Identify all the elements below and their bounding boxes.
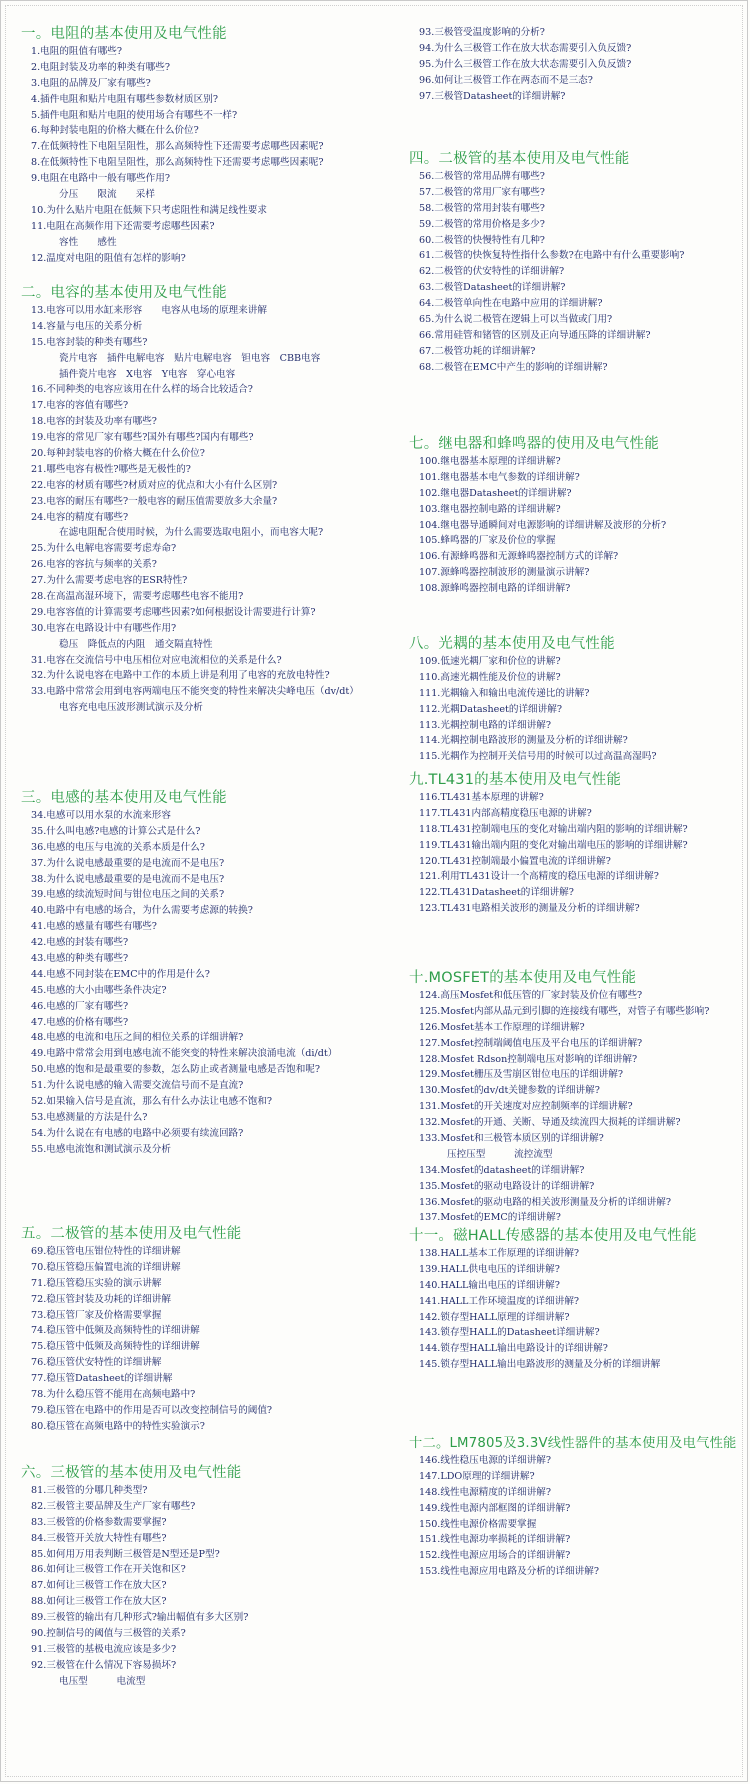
list-item: 56.二极管的常用品牌有哪些? xyxy=(419,171,545,182)
list-item: 74.稳压管中低频及高频特性的详细讲解 xyxy=(31,1325,200,1337)
list-item: 116.TL431基本原理的讲解? xyxy=(419,792,544,803)
list-item: 107.源蜂鸣器控制波形的测量演示讲解? xyxy=(419,567,590,579)
list-item: 46.电感的厂家有哪些? xyxy=(31,1000,129,1012)
list-item: 108.源蜂鸣器控制电路的详细讲解? xyxy=(419,583,571,595)
list-item: 84.三极管开关放大特性有哪些? xyxy=(31,1532,167,1544)
list-item: 93.三极管受温度影响的分析? xyxy=(419,27,545,38)
list-item: 133.Mosfet和三极管本质区别的详细讲解? xyxy=(419,1133,604,1145)
list-item: 73.稳压管厂家及价格需要掌握 xyxy=(31,1309,162,1321)
list-item: 1.电阻的阻值有哪些? xyxy=(31,46,123,57)
list-item: 电压型 电流型 xyxy=(59,1675,146,1687)
list-item: 132.Mosfet的开通、关断、导通及续流四大损耗的详细讲解? xyxy=(419,1117,681,1129)
list-item: 3.电阻的品牌及厂家有哪些? xyxy=(31,77,151,89)
list-item: 53.电感测量的方法是什么? xyxy=(31,1111,148,1123)
list-item: 12.温度对电阻的阻值有怎样的影响? xyxy=(31,252,186,264)
list-item: 140.HALL输出电压的详细讲解? xyxy=(419,1279,560,1291)
list-item: 128.Mosfet Rdson控制端电压对影响的详细讲解? xyxy=(419,1053,638,1065)
list-item: 110.高速光耦性能及价位的讲解? xyxy=(419,671,561,683)
list-item: 45.电感的大小由哪些条件决定? xyxy=(31,984,167,996)
list-item: 48.电感的电流和电压之间的相位关系的详细讲解? xyxy=(31,1032,244,1044)
list-item: 11.电阻在高频作用下还需要考虑哪些因素? xyxy=(31,220,215,232)
list-item: 82.三极管主要品牌及生产厂家有哪些? xyxy=(31,1500,196,1512)
section-title: 四。二极管的基本使用及电气性能 xyxy=(409,151,630,167)
list-item: 62.二极管的伏安特性的详细讲解? xyxy=(419,266,565,278)
list-item: 43.电感的种类有哪些? xyxy=(31,953,129,965)
section-left-3 xyxy=(21,1225,413,1435)
list-item: 123.TL431电路相关波形的测量及分析的详细讲解? xyxy=(419,903,640,915)
list-item: 在滤电阻配合使用时候，为什么需要选取电阻小，而电容大呢? xyxy=(59,527,324,539)
list-item: 66.常用硅管和锗管的区别及正向导通压降的详细讲解? xyxy=(419,329,651,341)
list-item: 插件瓷片电容 X电容 Y电容 穿心电容 xyxy=(59,368,236,380)
list-item: 59.二极管的常用价格是多少? xyxy=(419,218,545,230)
list-item: 150.线性电源价格需要掌握 xyxy=(419,1518,537,1530)
section-right-4 xyxy=(409,771,743,917)
section-title: 三。电感的基本使用及电气性能 xyxy=(21,790,227,806)
list-item: 27.为什么需要考虑电容的ESR特性? xyxy=(31,575,188,587)
section-title: 一。电阻的基本使用及电气性能 xyxy=(21,26,227,42)
list-item: 35.什么叫电感?电感的计算公式是什么? xyxy=(31,825,201,837)
list-item: 147.LDO原理的详细讲解? xyxy=(419,1470,535,1482)
list-item: 122.TL431Datasheet的详细讲解? xyxy=(419,887,574,899)
list-item: 64.二极管单向性在电路中应用的详细讲解? xyxy=(419,298,603,310)
list-item: 28.在高温高湿环境下，需要考虑哪些电容不能用? xyxy=(31,591,244,603)
section-title: 六。三极管的基本使用及电气性能 xyxy=(21,1465,242,1481)
list-item: 72.稳压管封装及功耗的详细讲解 xyxy=(31,1293,171,1305)
list-item: 89.三极管的输出有几种形式?输出幅值有多大区别? xyxy=(31,1612,249,1624)
list-item: 81.三极管的分哪几种类型? xyxy=(31,1485,148,1496)
section-title: 七。继电器和蜂鸣器的使用及电气性能 xyxy=(409,436,659,452)
list-item: 20.每种封装电容的价格大概在什么价位? xyxy=(31,448,205,460)
list-item: 153.线性电源应用电路及分析的详细讲解? xyxy=(419,1566,600,1578)
list-item: 70.稳压管稳压偏置电流的详细讲解 xyxy=(31,1261,181,1273)
list-item: 127.Mosfet控制端阈值电压及平台电压的详细讲解? xyxy=(419,1037,643,1049)
list-item: 75.稳压管中低频及高频特性的详细讲解 xyxy=(31,1341,200,1353)
list-item: 76.稳压管伏安特性的详细讲解 xyxy=(31,1357,162,1369)
section-left-1 xyxy=(21,284,413,716)
list-item: 67.二极管功耗的详细讲解? xyxy=(419,345,536,357)
section-title: 八。光耦的基本使用及电气性能 xyxy=(409,636,615,652)
list-item: 79.稳压管在电路中的作用是否可以改变控制信号的阈值? xyxy=(31,1404,273,1416)
list-item: 58.二极管的常用封装有哪些? xyxy=(419,202,545,214)
section-right-3 xyxy=(409,635,743,765)
list-item: 6.每种封装电阻的价格大概在什么价位? xyxy=(31,125,199,137)
section-left-4 xyxy=(21,1464,413,1690)
list-item: 29.电容容值的计算需要考虑哪些因素?如何根据设计需要进行计算? xyxy=(31,606,316,618)
list-item: 86.如何让三极管工作在开关饱和区? xyxy=(31,1564,186,1576)
list-item: 117.TL431内部高精度稳压电源的讲解? xyxy=(419,807,592,819)
list-item: 124.高压Mosfet和低压管的厂家封装及价位有哪些? xyxy=(419,990,643,1001)
list-item: 49.电路中常常会用到电感电流不能突变的特性来解决浪涌电流（di/dt） xyxy=(31,1048,338,1060)
list-item: 24.电容的精度有哪些? xyxy=(31,511,129,523)
list-item: 131.Mosfet的开关速度对应控制频率的详细讲解? xyxy=(419,1101,633,1113)
list-item: 40.电路中有电感的场合，为什么需要考虑源的转换? xyxy=(31,905,253,917)
list-item: 23.电容的耐压有哪些?一般电容的耐压值需要放多大余量? xyxy=(31,495,278,507)
list-item: 13.电容可以用水缸来形容 电容从电场的原理来讲解 xyxy=(31,305,267,316)
list-item: 7.在低频特性下电阻呈阻性，那么高频特性下还需要考虑哪些因素呢? xyxy=(31,141,324,153)
list-item: 39.电感的续流短时间与钳位电压之间的关系? xyxy=(31,889,225,901)
list-item: 92.三极管在什么情况下容易损坏? xyxy=(31,1659,177,1671)
list-item: 121.利用TL431设计一个高精度的稳压电源的详细讲解? xyxy=(419,871,659,883)
list-item: 50.电感的饱和是最重要的参数，怎么防止或者测量电感是否饱和呢? xyxy=(31,1064,321,1076)
list-item: 77.稳压管Datasheet的详细讲解 xyxy=(31,1373,173,1385)
list-item: 37.为什么说电感最重要的是电流而不是电压? xyxy=(31,857,225,869)
list-item: 90.控制信号的阈值与三极管的关系? xyxy=(31,1628,186,1640)
list-item: 19.电容的常见厂家有哪些?国外有哪些?国内有哪些? xyxy=(31,432,254,444)
list-item: 148.线性电源精度的详细讲解? xyxy=(419,1486,552,1498)
list-item: 5.插件电阻和贴片电阻的使用场合有哪些不一样? xyxy=(31,109,238,121)
list-item: 36.电感的电压与电流的关系本质是什么? xyxy=(31,841,205,853)
list-item: 88.如何让三极管工作在放大区? xyxy=(31,1596,167,1608)
list-item: 分压 限流 采样 xyxy=(59,189,155,201)
list-item: 111.光耦输入和输出电流传递比的讲解? xyxy=(419,687,590,699)
list-item: 101.继电器基本电气参数的详细讲解? xyxy=(419,471,580,483)
list-item: 65.为什么说二极管在逻辑上可以当做或门用? xyxy=(419,314,613,326)
list-item: 102.继电器Datasheet的详细讲解? xyxy=(419,487,572,499)
list-item: 15.电容封装的种类有哪些? xyxy=(31,336,148,348)
list-item: 26.电容的容抗与频率的关系? xyxy=(31,559,157,571)
list-item: 137.Mosfet的EMC的详细讲解? xyxy=(419,1212,561,1224)
list-item: 109.低速光耦厂家和价位的讲解? xyxy=(419,656,561,667)
list-item: 54.为什么说在有电感的电路中必须要有续流回路? xyxy=(31,1127,244,1139)
list-item: 85.如何用万用表判断三极管是N型还是P型? xyxy=(31,1548,220,1560)
list-item: 80.稳压管在高频电路中的特性实验演示? xyxy=(31,1420,205,1432)
list-item: 97.三极管Datasheet的详细讲解? xyxy=(419,90,566,102)
list-item: 143.锁存型HALL的Datasheet详细讲解? xyxy=(419,1327,600,1339)
list-item: 30.电容在电路设计中有哪些作用? xyxy=(31,622,177,634)
list-item: 31.电容在交流信号中电压相位对应电流相位的关系是什么? xyxy=(31,654,282,666)
section-right-0 xyxy=(409,25,743,104)
list-item: 21.哪些电容有极性?哪些是无极性的? xyxy=(31,463,191,475)
left-border-rule xyxy=(5,5,6,1777)
list-item: 120.TL431控制端最小偏置电流的详细讲解? xyxy=(419,855,611,867)
top-border-rule xyxy=(7,5,741,6)
list-item: 144.锁存型HALL输出电路设计的详细讲解? xyxy=(419,1343,608,1355)
list-item: 118.TL431控制端电压的变化对输出端内阻的影响的详细讲解? xyxy=(419,823,688,835)
list-item: 25.为什么电解电容需要考虑寿命? xyxy=(31,543,177,555)
list-item: 16.不同种类的电容应该用在什么样的场合比较适合? xyxy=(31,384,253,396)
list-item: 139.HALL供电电压的详细讲解? xyxy=(419,1263,560,1275)
section-left-2 xyxy=(21,789,413,1158)
list-item: 134.Mosfet的datasheet的详细讲解? xyxy=(419,1164,585,1176)
list-item: 容性 感性 xyxy=(59,236,117,248)
list-item: 60.二极管的快慢特性有几种? xyxy=(419,234,545,246)
list-item: 142.锁存型HALL原理的详细讲解? xyxy=(419,1311,570,1323)
list-item: 压控压型 流控流型 xyxy=(447,1148,553,1160)
list-item: 32.为什么说电容在电路中工作的本质上讲是利用了电容的充放电特性? xyxy=(31,670,330,682)
list-item: 100.继电器基本原理的详细讲解? xyxy=(419,456,561,467)
list-item: 146.线性稳压电源的详细讲解? xyxy=(419,1455,552,1466)
list-item: 9.电阻在电路中一般有哪些作用? xyxy=(31,173,171,185)
list-item: 55.电感电流饱和测试演示及分析 xyxy=(31,1143,171,1155)
section-right-6 xyxy=(409,1227,743,1373)
list-item: 78.为什么稳压管不能用在高频电路中? xyxy=(31,1389,196,1401)
list-item: 2.电阻封装及功率的种类有哪些? xyxy=(31,61,171,73)
list-item: 22.电容的材质有哪些?材质对应的优点和大小有什么区别? xyxy=(31,479,278,491)
section-title: 十.MOSFET的基本使用及电气性能 xyxy=(409,970,637,986)
list-item: 4.插件电阻和贴片电阻有哪些参数材质区别? xyxy=(31,93,218,105)
list-item: 57.二极管的常用厂家有哪些? xyxy=(419,186,545,198)
list-item: 104.继电器导通瞬间对电源影响的详细讲解及波形的分析? xyxy=(419,519,667,531)
list-item: 94.为什么三极管工作在放大状态需要引入负反馈? xyxy=(419,42,632,54)
bottom-border-rule xyxy=(7,1776,741,1777)
list-item: 135.Mosfet的驱动电路设计的详细讲解? xyxy=(419,1180,595,1192)
list-item: 68.二极管在EMC中产生的影响的详细讲解? xyxy=(419,361,608,373)
list-item: 83.三极管的价格参数需要掌握? xyxy=(31,1516,167,1528)
list-item: 69.稳压管电压钳位特性的详细讲解 xyxy=(31,1246,181,1257)
list-item: 38.为什么说电感最重要的是电流而不是电压? xyxy=(31,873,225,885)
list-item: 91.三极管的基极电流应该是多少? xyxy=(31,1643,177,1655)
list-item: 138.HALL基本工作原理的详细讲解? xyxy=(419,1248,580,1259)
list-item: 44.电感不同封装在EMC中的作用是什么? xyxy=(31,968,210,980)
list-item: 114.光耦控制电路波形的测量及分析的详细讲解? xyxy=(419,735,628,747)
section-left-0 xyxy=(21,25,413,266)
list-item: 10.为什么贴片电阻在低频下只考虑阻性和满足线性要求 xyxy=(31,204,267,216)
list-item: 34.电感可以用水泵的水流来形容 xyxy=(31,810,171,821)
section-right-2 xyxy=(409,435,743,597)
list-item: 106.有源蜂鸣器和无源蜂鸣器控制方式的详解? xyxy=(419,551,619,563)
list-item: 119.TL431输出端内阻的变化对输出端电压的影响的详细讲解? xyxy=(419,839,688,851)
list-item: 51.为什么说电感的输入需要交流信号而不是直流? xyxy=(31,1080,244,1092)
section-title: 五。二极管的基本使用及电气性能 xyxy=(21,1226,242,1242)
list-item: 稳压 降低点的内阻 通交隔直特性 xyxy=(59,638,213,650)
list-item: 112.光耦Datasheet的详细讲解? xyxy=(419,703,562,715)
list-item: 87.如何让三极管工作在放大区? xyxy=(31,1580,167,1592)
list-item: 141.HALL工作环境温度的详细讲解? xyxy=(419,1295,580,1307)
list-item: 125.Mosfet内部从晶元到引脚的连接线有哪些，对管子有哪些影响? xyxy=(419,1005,710,1017)
list-item: 130.Mosfet的dv/dt关键参数的详细讲解? xyxy=(419,1085,600,1097)
list-item: 113.光耦控制电路的详细讲解? xyxy=(419,719,552,731)
list-item: 145.锁存型HALL输出电路波形的测量及分析的详细讲解 xyxy=(419,1359,661,1371)
section-right-7 xyxy=(409,1434,743,1580)
section-title: 二。电容的基本使用及电气性能 xyxy=(21,285,227,301)
list-item: 126.Mosfet基本工作原理的详细讲解? xyxy=(419,1021,585,1033)
list-item: 42.电感的封装有哪些? xyxy=(31,937,129,949)
section-right-1 xyxy=(409,150,743,376)
list-item: 瓷片电容 插件电解电容 贴片电解电容 钽电容 CBB电容 xyxy=(59,352,321,364)
list-item: 14.容量与电压的关系分析 xyxy=(31,320,143,332)
list-item: 95.为什么三极管工作在放大状态需要引入负反馈? xyxy=(419,58,632,70)
list-item: 136.Mosfet的驱动电路的相关波形测量及分析的详细讲解? xyxy=(419,1196,671,1208)
list-item: 96.如何让三极管工作在两态而不是三态? xyxy=(419,74,593,86)
list-item: 105.蜂鸣器的厂家及价位的掌握 xyxy=(419,535,556,547)
list-item: 149.线性电源内部框图的详细讲解? xyxy=(419,1502,571,1514)
list-item: 33.电路中常常会用到电容两端电压不能突变的特性来解决尖峰电压（dv/dt） xyxy=(31,686,359,698)
section-title: 九.TL431的基本使用及电气性能 xyxy=(409,772,622,788)
section-title: 十一。磁HALL传感器的基本使用及电气性能 xyxy=(409,1228,697,1244)
list-item: 17.电容的容值有哪些? xyxy=(31,400,129,412)
list-item: 8.在低频特性下电阻呈阻性，那么高频特性下还需要考虑哪些因素呢? xyxy=(31,157,324,169)
section-right-5 xyxy=(409,969,743,1226)
list-item: 47.电感的价格有哪些? xyxy=(31,1016,129,1028)
list-item: 71.稳压管稳压实验的演示讲解 xyxy=(31,1277,162,1289)
list-item: 63.二极管Datasheet的详细讲解? xyxy=(419,282,566,294)
list-item: 129.Mosfet栅压及雪崩区钳位电压的详细讲解? xyxy=(419,1069,624,1081)
list-item: 61.二极管的快恢复特性指什么参数?在电路中有什么重要影响? xyxy=(419,250,685,262)
list-item: 52.如果输入信号是直流，那么有什么办法让电感不饱和? xyxy=(31,1096,273,1108)
list-item: 115.光耦作为控制开关信号用的时候可以过高温高湿吗? xyxy=(419,751,657,763)
list-item: 18.电容的封装及功率有哪些? xyxy=(31,416,157,428)
list-item: 152.线性电源应用场合的详细讲解? xyxy=(419,1550,571,1562)
list-item: 151.线性电源功率损耗的详细讲解? xyxy=(419,1534,571,1546)
list-item: 电容充电电压波形测试演示及分析 xyxy=(59,702,203,714)
list-item: 41.电感的感量有哪些有哪些? xyxy=(31,921,157,933)
list-item: 103.继电器控制电路的详细讲解? xyxy=(419,503,561,515)
section-title: 十二。LM7805及3.3V线性器件的基本使用及电气性能 xyxy=(409,1436,737,1451)
